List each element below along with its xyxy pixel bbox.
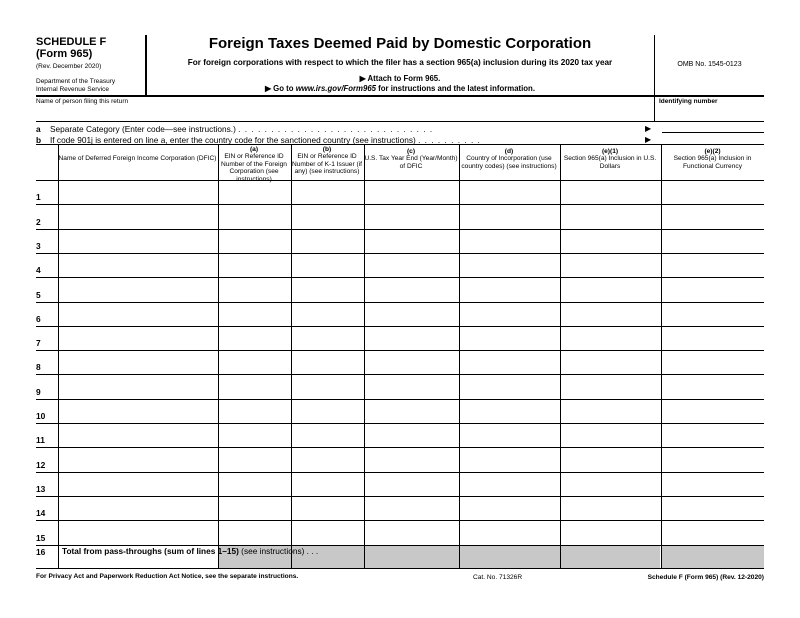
table-cell-input[interactable] xyxy=(561,424,660,446)
table-cell-input[interactable] xyxy=(59,230,217,252)
total-label-rest: (see instructions) xyxy=(238,546,305,556)
goto-prefix: ▶ Go to xyxy=(265,84,296,93)
line-b-text: If code 901j is entered on line a, enter the country code for the sanctioned country (see instructions) xyxy=(50,135,416,145)
row-number: 3 xyxy=(36,240,41,251)
table-cell-input[interactable] xyxy=(365,230,458,252)
table-cell-input[interactable] xyxy=(561,521,660,543)
goto-instruction xyxy=(146,84,654,93)
row-number: 14 xyxy=(36,508,46,519)
row-number: 4 xyxy=(36,265,41,276)
table-cell-input[interactable] xyxy=(460,327,559,349)
country-code-input[interactable] xyxy=(662,133,764,143)
col-header-d xyxy=(459,148,559,182)
table-cell-input[interactable] xyxy=(292,254,363,276)
filer-name-input[interactable] xyxy=(36,107,653,120)
table-cell-input[interactable] xyxy=(219,254,290,276)
department xyxy=(36,78,115,94)
table-cell-input[interactable] xyxy=(219,205,290,227)
form-subtitle: For foreign corporations with respect to which the filer has a section 965(a) inclusion during its 2020 tax year xyxy=(187,58,613,67)
table-cell-input[interactable] xyxy=(365,448,458,470)
table-cell-input[interactable] xyxy=(292,424,363,446)
table-cell-input[interactable] xyxy=(662,351,763,373)
table-cell-input[interactable] xyxy=(460,181,559,203)
table-bottom-rule xyxy=(36,568,764,569)
table-cell-input[interactable] xyxy=(292,375,363,397)
col-header-b xyxy=(291,146,363,180)
table-cell-input[interactable] xyxy=(460,303,559,325)
table-cell-input[interactable] xyxy=(219,303,290,325)
table-cell-input[interactable] xyxy=(662,521,763,543)
table-cell-input[interactable] xyxy=(219,497,290,519)
table-cell-input[interactable] xyxy=(219,181,290,203)
table-cell-input[interactable] xyxy=(292,521,363,543)
row-number: 1 xyxy=(36,192,41,203)
name-row-rule xyxy=(36,121,764,122)
table-cell-input[interactable] xyxy=(292,181,363,203)
col-header-e1-text: Section 965(a) Inclusion in U.S. Dollars xyxy=(563,155,657,170)
total-label-bold: Total from pass-throughs (sum of lines 1–15) xyxy=(62,546,239,556)
table-cell-input[interactable] xyxy=(292,205,363,227)
table-cell-input[interactable] xyxy=(365,424,458,446)
table-cell-input[interactable] xyxy=(460,375,559,397)
table-cell-input[interactable] xyxy=(460,400,559,422)
col-header-e2-text: Section 965(a) Inclusion in Functional Currency xyxy=(673,155,752,170)
attach-instruction: ▶ Attach to Form 965. xyxy=(359,74,441,83)
table-cell-input[interactable] xyxy=(561,205,660,227)
table-cell-input[interactable] xyxy=(219,351,290,373)
table-cell-input[interactable] xyxy=(365,327,458,349)
row-number: 11 xyxy=(36,435,45,446)
table-cell-input[interactable] xyxy=(561,375,660,397)
table-cell-input[interactable] xyxy=(662,205,763,227)
table-cell-input[interactable] xyxy=(561,254,660,276)
table-cell-input[interactable] xyxy=(292,278,363,300)
table-cell-input[interactable] xyxy=(662,230,763,252)
table-cell-input[interactable] xyxy=(561,351,660,373)
total-e1-input[interactable] xyxy=(561,546,661,568)
filer-name-label: Name of person filing this return xyxy=(36,98,129,105)
table-cell-input[interactable] xyxy=(460,521,559,543)
goto-suffix: for instructions and the latest information. xyxy=(376,84,535,93)
table-cell-input[interactable] xyxy=(292,327,363,349)
table-cell-input[interactable] xyxy=(561,497,660,519)
col-header-b-letter: (b) xyxy=(322,146,332,153)
table-cell-input[interactable] xyxy=(292,497,363,519)
col-header-a-letter: (a) xyxy=(249,146,259,153)
line-b-arrow: ▶ xyxy=(645,135,652,144)
table-cell-input[interactable] xyxy=(59,351,217,373)
table-cell-input[interactable] xyxy=(59,375,217,397)
row-number: 2 xyxy=(36,216,41,227)
table-cell-input[interactable] xyxy=(59,254,217,276)
table-cell-input[interactable] xyxy=(292,230,363,252)
table-cell-input[interactable] xyxy=(365,278,458,300)
table-cell-input[interactable] xyxy=(365,521,458,543)
table-cell-input[interactable] xyxy=(561,448,660,470)
row-number: 6 xyxy=(36,313,41,324)
table-cell-input[interactable] xyxy=(460,497,559,519)
table-cell-input[interactable] xyxy=(365,351,458,373)
total-label-dots: . . . xyxy=(304,546,319,556)
col-header-a-text: EIN or Reference ID Number of the Foreign Corporation (see instructions) xyxy=(221,153,287,183)
table-cell-input[interactable] xyxy=(59,181,217,203)
table-cell-input[interactable] xyxy=(219,230,290,252)
row-rule xyxy=(36,545,764,546)
table-cell-input[interactable] xyxy=(219,278,290,300)
total-label xyxy=(62,546,318,557)
table-cell-input[interactable] xyxy=(59,205,217,227)
line-a-text: Separate Category (Enter code—see instructions.) xyxy=(50,124,236,134)
table-cell-input[interactable] xyxy=(365,497,458,519)
table-cell-input[interactable] xyxy=(219,327,290,349)
line-b-letter: b xyxy=(36,135,42,145)
identifying-number-label: Identifying number xyxy=(659,98,718,105)
table-cell-input[interactable] xyxy=(662,327,763,349)
table-cell-input[interactable] xyxy=(59,473,217,495)
table-cell-input[interactable] xyxy=(219,473,290,495)
row-number: 12 xyxy=(36,459,46,470)
table-cell-input[interactable] xyxy=(561,230,660,252)
line-a-letter: a xyxy=(36,124,41,134)
table-cell-input[interactable] xyxy=(59,424,217,446)
table-cell-input[interactable] xyxy=(662,473,763,495)
form-number: (Form 965) xyxy=(36,48,93,60)
line-b-dots: . . . . . . . . . . xyxy=(418,135,481,145)
table-cell-input[interactable] xyxy=(460,448,559,470)
table-cell-input[interactable] xyxy=(460,351,559,373)
line-a-dots: . . . . . . . . . . . . . . . . . . . . . . . . . . . . . . xyxy=(238,124,434,134)
omb-number: OMB No. 1545-0123 xyxy=(677,61,742,68)
line-a xyxy=(36,124,433,134)
revision-date: (Rev. December 2020) xyxy=(36,63,102,70)
table-cell-input[interactable] xyxy=(59,303,217,325)
table-cell-input[interactable] xyxy=(662,424,763,446)
irs-link[interactable]: www.irs.gov/Form965 xyxy=(295,84,376,93)
table-cell-input[interactable] xyxy=(460,205,559,227)
table-cell-input[interactable] xyxy=(292,448,363,470)
col-header-b-text: EIN or Reference ID Number of K-1 Issuer (if any) (see instructions) xyxy=(292,153,362,176)
table-cell-input[interactable] xyxy=(219,375,290,397)
department-name: Department of the Treasury xyxy=(36,78,116,85)
separate-category-input[interactable] xyxy=(662,122,764,132)
table-cell-input[interactable] xyxy=(365,400,458,422)
table-cell-input[interactable] xyxy=(662,303,763,325)
table-cell-input[interactable] xyxy=(460,278,559,300)
total-e2-shading xyxy=(662,546,764,568)
schedule-label xyxy=(36,36,106,60)
table-cell-input[interactable] xyxy=(59,327,217,349)
table-cell-input[interactable] xyxy=(662,181,763,203)
table-cell-input[interactable] xyxy=(365,303,458,325)
col-header-c-text: U.S. Tax Year End (Year/Month) of DFIC xyxy=(364,155,458,170)
table-top-rule xyxy=(36,144,764,145)
col-header-e2 xyxy=(661,148,764,182)
row-number: 9 xyxy=(36,386,41,397)
line-a-arrow: ▶ xyxy=(645,124,652,133)
table-cell-input[interactable] xyxy=(219,448,290,470)
table-cell-input[interactable] xyxy=(561,181,660,203)
row-number: 7 xyxy=(36,338,41,349)
table-cell-input[interactable] xyxy=(662,278,763,300)
table-cell-input[interactable] xyxy=(561,303,660,325)
table-cell-input[interactable] xyxy=(561,278,660,300)
col-header-d-letter: (d) xyxy=(504,148,514,155)
table-cell-input[interactable] xyxy=(662,448,763,470)
col-header-e2-letter: (e)(2) xyxy=(704,148,721,155)
table-cell-input[interactable] xyxy=(59,448,217,470)
table-cell-input[interactable] xyxy=(365,205,458,227)
form-footer-id: Schedule F (Form 965) (Rev. 12-2020) xyxy=(647,574,764,581)
service-name: Internal Revenue Service xyxy=(36,86,109,93)
table-cell-input[interactable] xyxy=(219,521,290,543)
table-cell-input[interactable] xyxy=(662,400,763,422)
table-cell-input[interactable] xyxy=(662,254,763,276)
header-divider-right xyxy=(654,35,655,121)
table-cell-input[interactable] xyxy=(292,400,363,422)
privacy-notice: For Privacy Act and Paperwork Reduction Act Notice, see the separate instructions. xyxy=(36,573,299,580)
col-header-e1-letter: (e)(1) xyxy=(601,148,619,155)
table-cell-input[interactable] xyxy=(292,473,363,495)
row-number: 8 xyxy=(36,362,41,373)
col-header-a xyxy=(218,146,290,183)
table-cell-input[interactable] xyxy=(292,303,363,325)
table-cell-input[interactable] xyxy=(59,400,217,422)
schedule-name: SCHEDULE F xyxy=(36,36,107,48)
table-cell-input[interactable] xyxy=(460,230,559,252)
table-cell-input[interactable] xyxy=(561,400,660,422)
table-cell-input[interactable] xyxy=(365,254,458,276)
col-header-d-text: Country of Incorporation (use country codes) (see instructions) xyxy=(461,155,557,170)
row-number: 15 xyxy=(36,532,46,543)
catalog-number: Cat. No. 71326R xyxy=(473,574,523,581)
table-cell-input[interactable] xyxy=(365,375,458,397)
row-number-16: 16 xyxy=(36,547,46,557)
table-cell-input[interactable] xyxy=(561,327,660,349)
table-cell-input[interactable] xyxy=(59,278,217,300)
form-title: Foreign Taxes Deemed Paid by Domestic Corporation xyxy=(208,35,592,52)
table-cell-input[interactable] xyxy=(292,351,363,373)
table-cell-input[interactable] xyxy=(59,497,217,519)
table-cell-input[interactable] xyxy=(219,400,290,422)
table-cell-input[interactable] xyxy=(219,424,290,446)
col-header-c xyxy=(364,148,458,182)
header-bottom-rule xyxy=(36,95,764,97)
table-cell-input[interactable] xyxy=(365,181,458,203)
row-number: 10 xyxy=(36,411,46,421)
table-cell-input[interactable] xyxy=(460,473,559,495)
header-divider-left xyxy=(145,35,147,95)
table-cell-input[interactable] xyxy=(460,424,559,446)
row-number: 13 xyxy=(36,483,46,494)
table-cell-input[interactable] xyxy=(662,375,763,397)
col-header-dfic-name-text: Name of Deferred Foreign Income Corporation (DFIC) xyxy=(58,155,217,162)
table-cell-input[interactable] xyxy=(460,254,559,276)
col-header-e1 xyxy=(560,148,660,182)
col-header-c-letter: (c) xyxy=(406,148,416,155)
table-cell-input[interactable] xyxy=(662,497,763,519)
table-cell-input[interactable] xyxy=(561,473,660,495)
identifying-number-input[interactable] xyxy=(656,107,764,120)
table-cell-input[interactable] xyxy=(365,473,458,495)
table-cell-input[interactable] xyxy=(59,521,217,543)
row-number: 5 xyxy=(36,289,41,300)
